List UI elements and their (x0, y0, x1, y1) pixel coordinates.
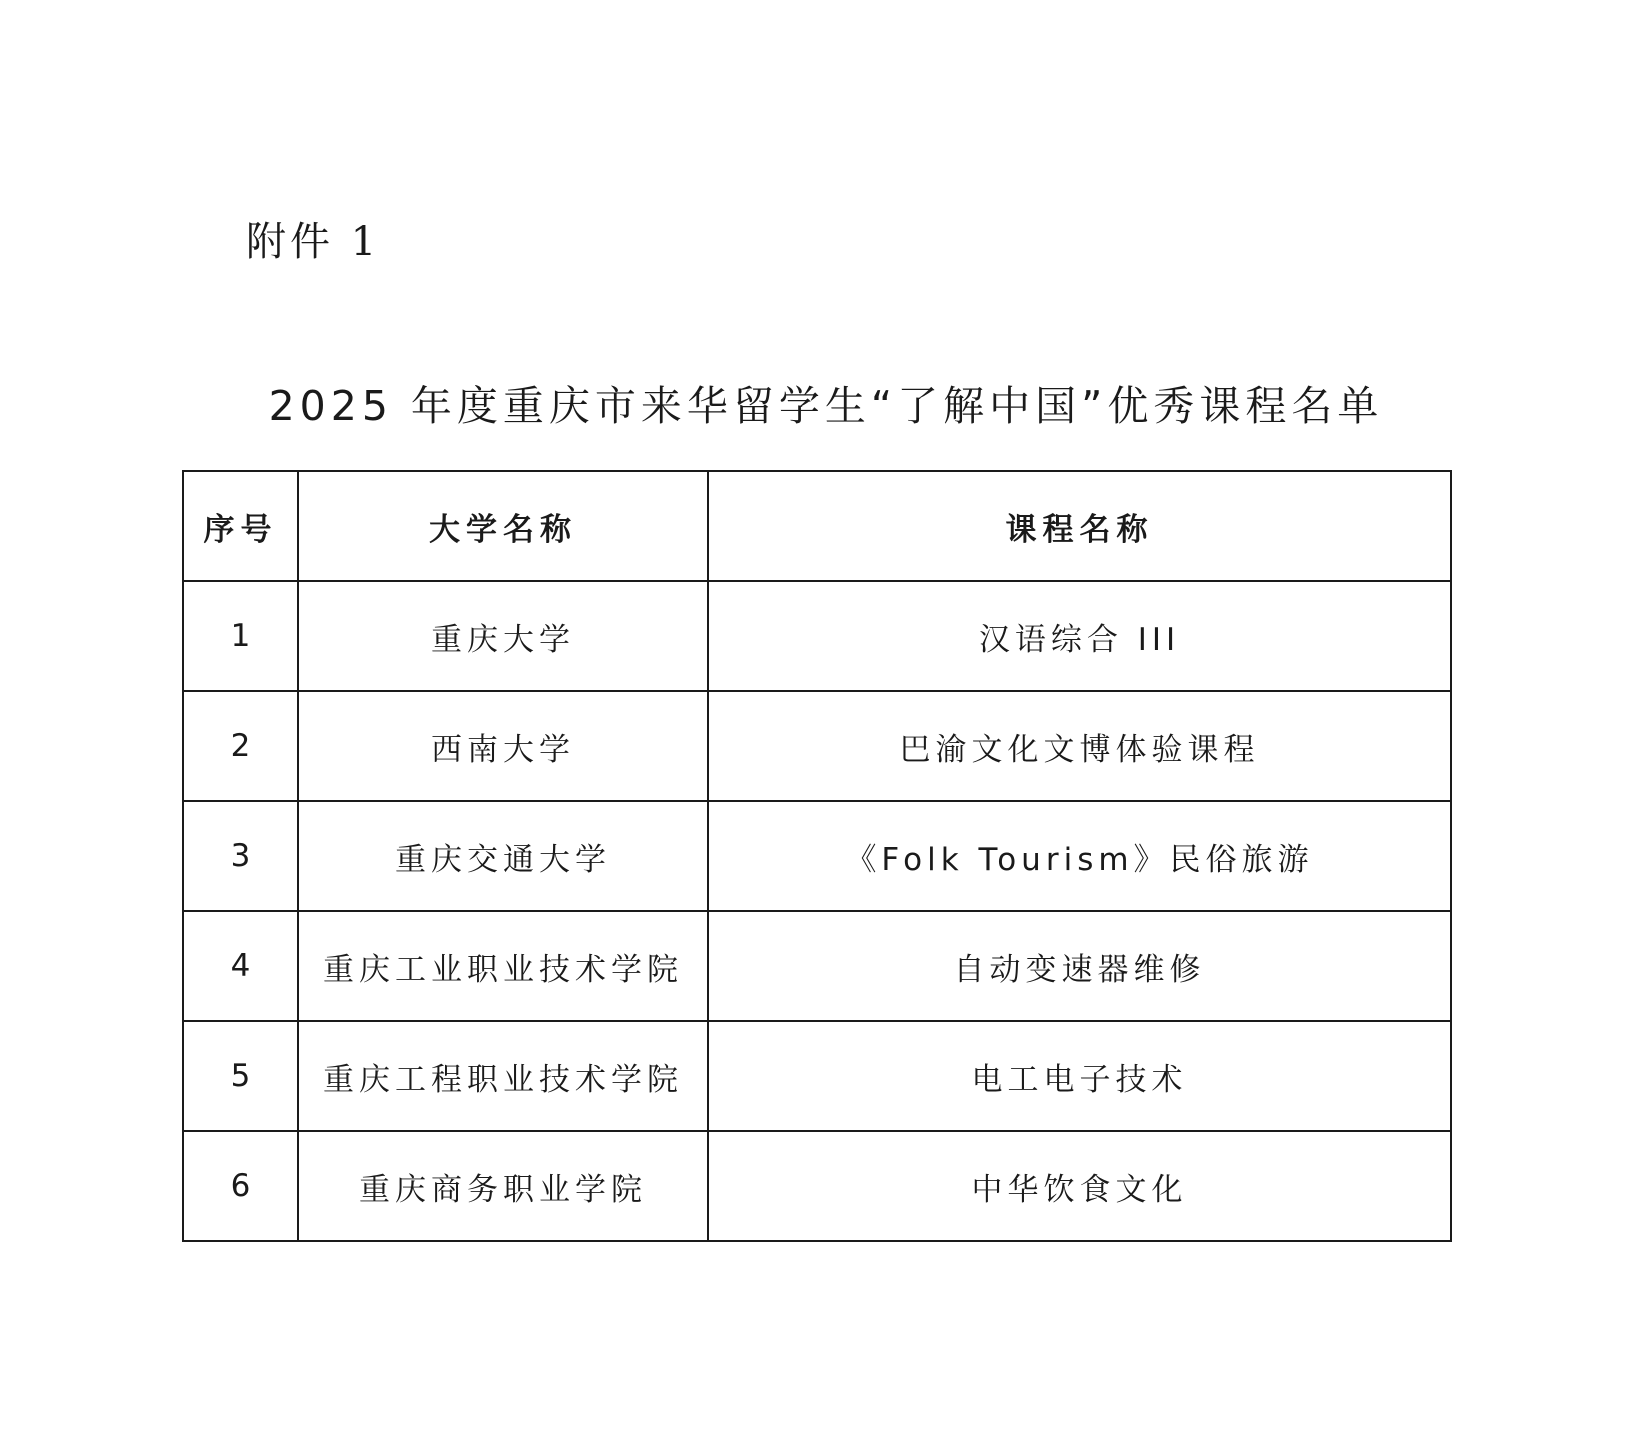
table-row (183, 911, 1451, 1021)
row-index: 5 (183, 1021, 298, 1131)
row-course: 《Folk Tourism》民俗旅游 (708, 801, 1451, 911)
row-index: 4 (183, 911, 298, 1021)
header-course: 课程名称 (708, 471, 1451, 581)
row-course: 电工电子技术 (708, 1021, 1451, 1131)
row-index: 6 (183, 1131, 298, 1241)
row-course: 自动变速器维修 (708, 911, 1451, 1021)
row-index: 3 (183, 801, 298, 911)
row-university: 西南大学 (298, 691, 708, 801)
row-university: 重庆商务职业学院 (298, 1131, 708, 1241)
table-row (183, 581, 1451, 691)
row-university: 重庆工业职业技术学院 (298, 911, 708, 1021)
table-row (183, 801, 1451, 911)
header-index: 序号 (183, 471, 298, 581)
row-index: 1 (183, 581, 298, 691)
table-row (183, 1131, 1451, 1241)
table-row (183, 1021, 1451, 1131)
row-course: 汉语综合 III (708, 581, 1451, 691)
table-header-row (183, 471, 1451, 581)
row-course: 巴渝文化文博体验课程 (708, 691, 1451, 801)
row-index: 2 (183, 691, 298, 801)
table-row (183, 691, 1451, 801)
course-table (182, 470, 1452, 1242)
header-university: 大学名称 (298, 471, 708, 581)
row-university: 重庆交通大学 (298, 801, 708, 911)
document-title: 2025 年度重庆市来华留学生“了解中国”优秀课程名单 (268, 382, 1384, 430)
attachment-label: 附件 1 (246, 219, 381, 265)
row-university: 重庆大学 (298, 581, 708, 691)
row-course: 中华饮食文化 (708, 1131, 1451, 1241)
row-university: 重庆工程职业技术学院 (298, 1021, 708, 1131)
